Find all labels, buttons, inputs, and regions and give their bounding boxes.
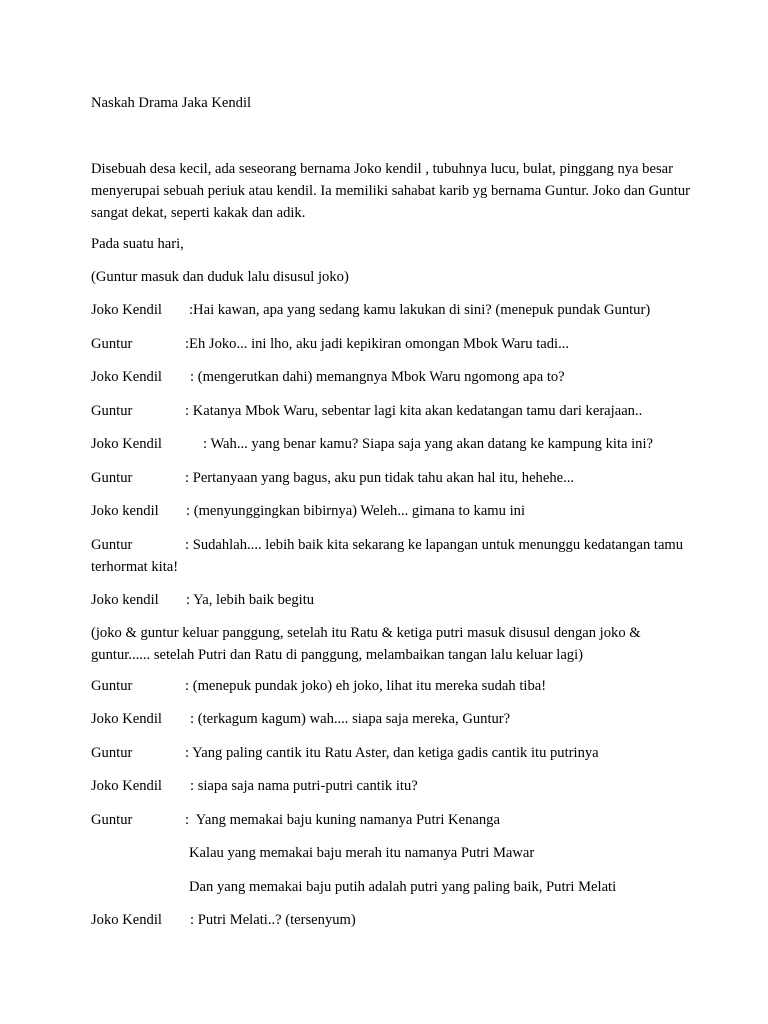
dialog-row [91, 675, 691, 697]
speaker-name: Guntur [91, 537, 133, 553]
speaker-name: Guntur [91, 678, 133, 694]
dialog-row [91, 589, 691, 611]
dialog-line: : Putri Melati..? (tersenyum) [190, 912, 356, 928]
dialog-line: : (mengerutkan dahi) memangnya Mbok Waru ngomong apa to? [190, 369, 565, 385]
speaker-name: Guntur [91, 745, 133, 761]
dialog-line: :Hai kawan, apa yang sedang kamu lakukan di sini? (menepuk pundak Guntur) [189, 302, 651, 318]
document-title: Naskah Drama Jaka Kendil [91, 95, 252, 111]
dialog-line: : Pertanyaan yang bagus, aku pun tidak tahu akan hal itu, hehehe... [185, 470, 575, 486]
dialog-row [91, 708, 691, 730]
dialog-line: : siapa saja nama putri-putri cantik itu? [190, 778, 418, 794]
dialog-row [91, 400, 691, 422]
dialog-row [91, 467, 691, 489]
speaker-name: Joko Kendil [91, 369, 162, 385]
speaker-name: Joko Kendil [91, 778, 162, 794]
speaker-name: Joko Kendil [91, 912, 162, 928]
dialog-line: : Yang memakai baju kuning namanya Putri Kenanga [185, 812, 500, 828]
dialog-row [91, 333, 691, 355]
speaker-name: Guntur [91, 336, 133, 352]
dialog-line: :Eh Joko... ini lho, aku jadi kepikiran omongan Mbok Waru tadi... [185, 336, 570, 352]
speaker-name: Joko kendil [91, 503, 159, 519]
speaker-name: Joko Kendil [91, 302, 162, 318]
speaker-name: Joko Kendil [91, 711, 162, 727]
dialog-row [91, 366, 691, 388]
dialog-line: : Ya, lebih baik begitu [186, 592, 315, 608]
speaker-name: Guntur [91, 812, 133, 828]
dialog-row [91, 809, 691, 831]
dialog-line: : (menepuk pundak joko) eh joko, lihat itu mereka sudah tiba! [185, 678, 547, 694]
speaker-name: Guntur [91, 470, 133, 486]
stage-direction: (joko & guntur keluar panggung, setelah itu Ratu & ketiga putri masuk disusul dengan joko & guntur...... setelah Putri dan Ratu di panggung, melambaikan tangan lalu keluar lagi) [91, 625, 641, 663]
dialog-row [91, 775, 691, 797]
dialog-row [91, 742, 691, 764]
dialog-continuation: Dan yang memakai baju putih adalah putri yang paling baik, Putri Melati [189, 879, 617, 895]
speaker-name: Guntur [91, 403, 133, 419]
dialog-line: : Yang paling cantik itu Ratu Aster, dan ketiga gadis cantik itu putrinya [185, 745, 599, 761]
dialog-row [91, 534, 691, 578]
dialog-row [91, 909, 691, 931]
dialog-row [91, 299, 691, 321]
dialog-row [91, 500, 691, 522]
dialog-continuation: Kalau yang memakai baju merah itu namanya Putri Mawar [189, 845, 535, 861]
dialog-line: : (terkagum kagum) wah.... siapa saja mereka, Guntur? [190, 711, 511, 727]
intro-paragraph: Disebuah desa kecil, ada seseorang bernama Joko kendil , tubuhnya lucu, bulat, pinggang nya besar menyerupai sebuah periuk atau kendil. Ia memiliki sahabat karib yg bernama Guntur. Joko dan Guntur sangat dekat, seperti kakak dan adik. [91, 161, 690, 221]
speaker-name: Joko Kendil [91, 436, 162, 452]
dialog-row [91, 433, 691, 455]
stage-direction: (Guntur masuk dan duduk lalu disusul joko) [91, 269, 349, 285]
dialog-line: : Sudahlah.... lebih baik kita sekarang ke lapangan untuk menunggu kedatangan tamu terhormat kita! [91, 537, 684, 575]
dialog-line: : Wah... yang benar kamu? Siapa saja yang akan datang ke kampung kita ini? [203, 436, 654, 452]
dialog-line: : Katanya Mbok Waru, sebentar lagi kita akan kedatangan tamu dari kerajaan.. [185, 403, 643, 419]
opening-line: Pada suatu hari, [91, 236, 184, 252]
speaker-name: Joko kendil [91, 592, 159, 608]
dialog-line: : (menyunggingkan bibirnya) Weleh... gimana to kamu ini [186, 503, 526, 519]
